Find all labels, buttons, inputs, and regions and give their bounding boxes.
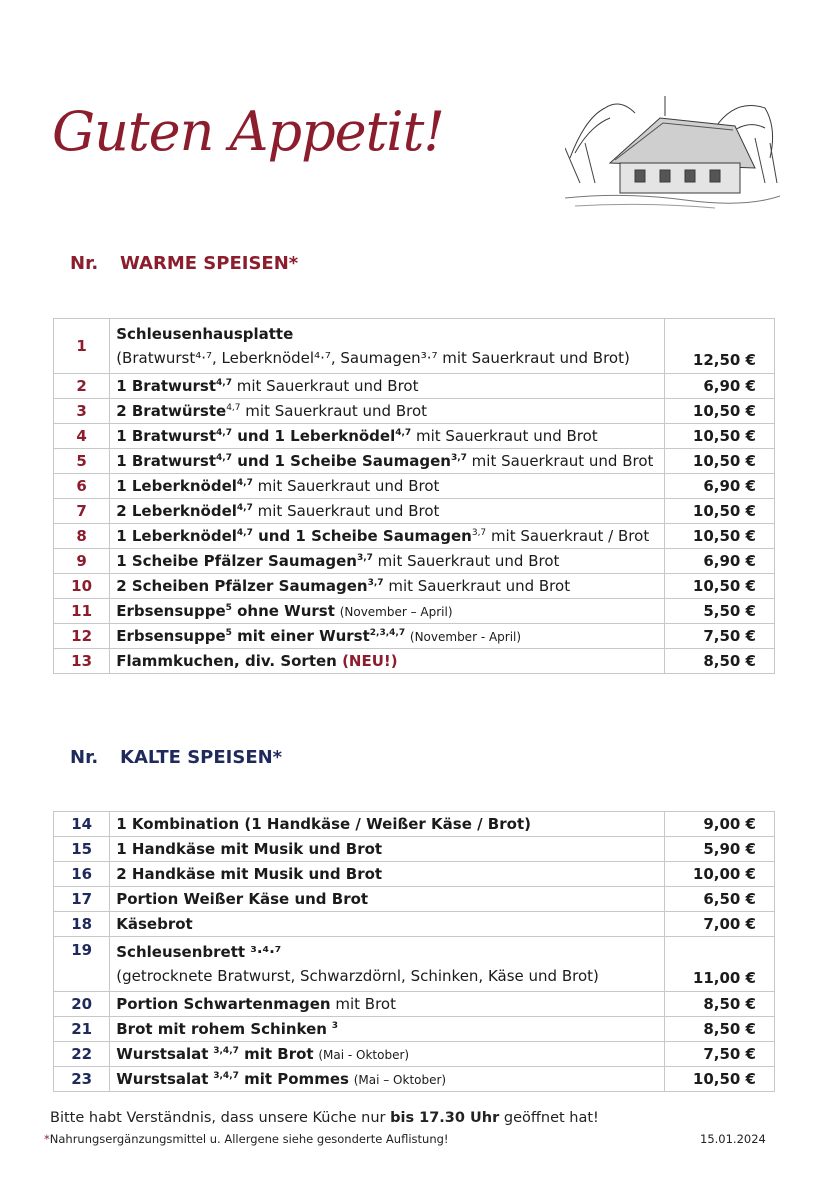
item-description [110,524,665,549]
item-name-2: und 1 Scheibe Saumagen [231,452,451,470]
warm-section-heading [70,253,298,274]
item-description [110,574,665,599]
item-number: 14 [54,812,110,837]
table-row [54,812,775,837]
item-side: mit Sauerkraut und Brot [252,502,440,520]
table-row [54,449,775,474]
item-price: 6,50 € [665,887,775,912]
allergen-note [44,1132,449,1146]
item-price: 6,90 € [665,374,775,399]
item-number: 16 [54,862,110,887]
item-number: 20 [54,992,110,1017]
item-price: 7,50 € [665,1042,775,1067]
allergen-codes-2: 4,7 [395,428,412,438]
allergen-codes: 4,7 [226,403,241,413]
allergen-codes: 5 [225,628,232,638]
item-name: Käsebrot [116,915,193,933]
item-side: mit Sauerkraut und Brot [466,452,654,470]
item-number: 5 [54,449,110,474]
table-row [54,549,775,574]
cold-menu-table [53,811,775,1092]
allergen-codes: 4,7 [216,378,232,388]
allergen-codes: 3,7 [367,578,384,588]
item-name: Wurstsalat [116,1070,209,1088]
table-row [54,424,775,449]
item-side: mit Sauerkraut und Brot [231,377,419,395]
item-price: 8,50 € [665,992,775,1017]
warm-section-title: WARME SPEISEN* [120,253,299,274]
item-name: 1 Bratwurst [116,427,217,445]
item-description [110,449,665,474]
item-name-2: und 1 Leberknödel [231,427,396,445]
item-name: 2 Scheiben Pfälzer Saumagen [116,577,368,595]
season-note: (Mai – Oktober) [353,1073,447,1087]
table-row [54,1042,775,1067]
table-row [54,912,775,937]
table-row [54,374,775,399]
item-description [110,992,665,1017]
item-price: 8,50 € [665,1017,775,1042]
table-row [54,649,775,674]
season-note: (November - April) [409,630,522,644]
season-note: (Mai - Oktober) [318,1048,410,1062]
item-name: Flammkuchen, div. Sorten [116,652,343,670]
table-row [54,1017,775,1042]
item-description [110,319,665,374]
allergen-codes: 3 [331,1021,339,1031]
item-name: 1 Scheibe Pfälzer Saumagen [116,552,357,570]
item-description [110,499,665,524]
table-row [54,599,775,624]
item-name-2: und 1 Scheibe Saumagen [252,527,472,545]
thatched-house-sketch-icon [565,88,780,216]
item-number: 7 [54,499,110,524]
warm-nr-label: Nr. [70,253,99,274]
item-name: Portion Weißer Käse und Brot [116,890,369,908]
item-number: 2 [54,374,110,399]
item-number: 17 [54,887,110,912]
item-name: 1 Leberknödel [116,477,237,495]
script-title: Guten Appetit! [52,100,444,163]
allergen-codes: 3,4,7 [213,1071,239,1081]
item-description [110,1067,665,1092]
table-row [54,524,775,549]
kitchen-note-end: geöffnet hat! [499,1110,599,1126]
table-row [54,837,775,862]
item-price: 6,90 € [665,549,775,574]
item-side: mit Sauerkraut und Brot [372,552,560,570]
item-name: 2 Leberknödel [116,502,237,520]
allergen-note-text: Nahrungsergänzungsmittel u. Allergene siehe gesonderte Auflistung! [49,1132,449,1146]
item-price: 6,90 € [665,474,775,499]
item-number: 18 [54,912,110,937]
menu-date: 15.01.2024 [700,1132,766,1146]
warm-menu-table [53,318,775,674]
allergen-codes: 4,7 [216,453,232,463]
item-number: 10 [54,574,110,599]
table-row [54,319,775,374]
item-number: 9 [54,549,110,574]
allergen-codes-2: 3,7 [450,453,467,463]
item-name: 1 Handkäse mit Musik und Brot [116,840,383,858]
item-number: 23 [54,1067,110,1092]
season-note: (November – April) [339,605,453,619]
item-number: 4 [54,424,110,449]
item-price: 8,50 € [665,649,775,674]
table-row [54,399,775,424]
item-name: Erbsensuppe [116,602,226,620]
item-price: 7,50 € [665,624,775,649]
item-price: 5,90 € [665,837,775,862]
item-side: mit Sauerkraut und Brot [252,477,440,495]
item-name: 1 Bratwurst [116,377,217,395]
item-price: 10,50 € [665,424,775,449]
item-price: 10,50 € [665,499,775,524]
item-description [110,862,665,887]
table-row [54,887,775,912]
item-price: 5,50 € [665,599,775,624]
item-name: 2 Bratwürste [116,402,227,420]
allergen-codes: 3,4,7 [213,1046,239,1056]
item-description [110,887,665,912]
allergen-codes: 4,7 [216,428,232,438]
item-name: Schleusenhausplatte [116,325,294,343]
item-name: Schleusenbrett ³·⁴·⁷ [116,943,282,961]
item-number: 11 [54,599,110,624]
item-price: 12,50 € [665,319,775,374]
cold-section-heading [70,747,282,768]
item-name: 1 Kombination (1 Handkäse / Weißer Käse / Brot) [116,815,531,833]
item-side: mit Sauerkraut und Brot [411,427,598,445]
item-description [110,424,665,449]
item-number: 1 [54,319,110,374]
item-description [110,937,665,992]
item-name-2: mit einer Wurst [231,627,370,645]
item-number: 13 [54,649,110,674]
allergen-codes: 3,7 [356,553,373,563]
item-name: Erbsensuppe [116,627,226,645]
new-badge: (NEU!) [342,652,398,670]
table-row [54,474,775,499]
allergen-codes-2: 2,3,4,7 [369,628,406,638]
item-description [110,649,665,674]
item-details: (Bratwurst⁴·⁷, Leberknödel⁴·⁷, Saumagen³·⁷ mit Sauerkraut und Brot) [116,349,630,367]
table-row [54,624,775,649]
allergen-codes: 4,7 [236,528,253,538]
table-row [54,574,775,599]
allergen-codes-2: 3,7 [471,528,487,538]
item-name-2: mit Pommes [238,1070,349,1088]
item-price: 10,00 € [665,862,775,887]
item-name: 2 Handkäse mit Musik und Brot [116,865,383,883]
item-number: 15 [54,837,110,862]
item-number: 8 [54,524,110,549]
item-number: 21 [54,1017,110,1042]
kitchen-hours-note [50,1110,599,1126]
item-description [110,374,665,399]
item-description [110,599,665,624]
item-number: 22 [54,1042,110,1067]
item-price: 10,50 € [665,449,775,474]
kitchen-closing-time: bis 17.30 Uhr [390,1110,500,1126]
item-number: 12 [54,624,110,649]
item-description [110,399,665,424]
item-description [110,812,665,837]
table-row [54,937,775,992]
item-name: 1 Bratwurst [116,452,217,470]
item-description [110,912,665,937]
kitchen-note-text: Bitte habt Verständnis, dass unsere Küche nur [50,1110,391,1126]
item-price: 10,50 € [665,1067,775,1092]
item-name: Brot mit rohem Schinken [116,1020,327,1038]
item-name-2: mit Brot [238,1045,314,1063]
item-price: 9,00 € [665,812,775,837]
item-description [110,474,665,499]
cold-nr-label: Nr. [70,747,99,768]
item-price: 10,50 € [665,399,775,424]
item-side: mit Sauerkraut / Brot [486,527,650,545]
item-side: mit Sauerkraut und Brot [240,402,428,420]
item-name-2: ohne Wurst [231,602,335,620]
item-price: 11,00 € [665,937,775,992]
item-description [110,624,665,649]
item-name: 1 Leberknödel [116,527,237,545]
allergen-codes: 4,7 [236,478,253,488]
item-description [110,1017,665,1042]
item-name: Wurstsalat [116,1045,209,1063]
item-price: 10,50 € [665,524,775,549]
item-price: 10,50 € [665,574,775,599]
item-number: 3 [54,399,110,424]
item-side: mit Brot [330,995,396,1013]
table-row [54,499,775,524]
item-side: mit Sauerkraut und Brot [383,577,571,595]
table-row [54,992,775,1017]
item-description [110,1042,665,1067]
item-name: Portion Schwartenmagen [116,995,331,1013]
table-row [54,1067,775,1092]
table-row [54,862,775,887]
allergen-codes: 4,7 [236,503,253,513]
item-number: 6 [54,474,110,499]
item-number: 19 [54,937,110,992]
asterisk: * [44,1132,50,1146]
allergen-codes: 5 [225,603,232,613]
item-price: 7,00 € [665,912,775,937]
item-details: (getrocknete Bratwurst, Schwarzdörnl, Schinken, Käse und Brot) [116,967,599,985]
cold-section-title: KALTE SPEISEN* [120,747,283,768]
item-description [110,837,665,862]
item-description [110,549,665,574]
